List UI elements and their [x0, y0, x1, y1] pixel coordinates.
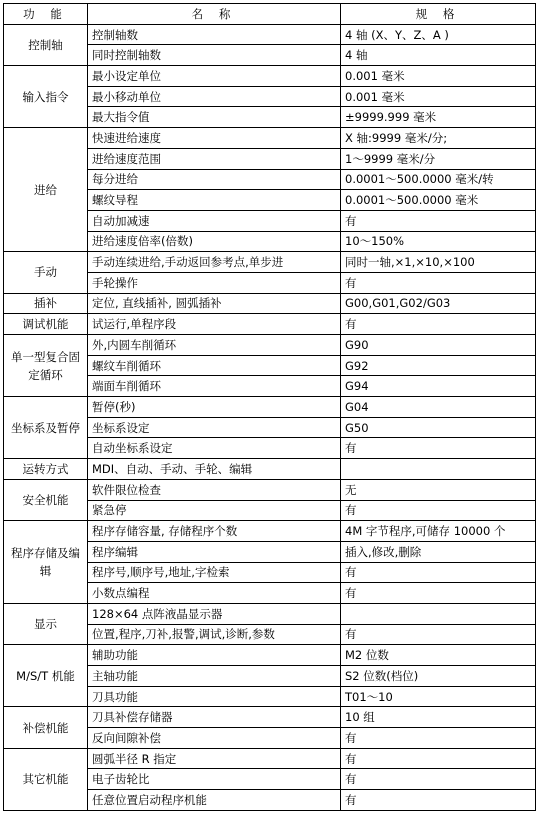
spec-cell: 有	[341, 748, 536, 769]
spec-cell: 有	[341, 769, 536, 790]
name-cell: 端面车削循环	[88, 376, 341, 397]
name-cell: 主轴功能	[88, 666, 341, 687]
spec-cell: 有	[341, 583, 536, 604]
spec-cell: 10～150%	[341, 231, 536, 252]
spec-cell: G90	[341, 335, 536, 356]
function-cell: 控制轴	[4, 24, 88, 65]
name-cell: 刀具功能	[88, 686, 341, 707]
name-cell: 任意位置启动程序机能	[88, 790, 341, 811]
spec-cell: 0.0001～500.0000 毫米	[341, 190, 536, 211]
name-cell: 刀具补偿存储器	[88, 707, 341, 728]
spec-cell: 0.0001～500.0000 毫米/转	[341, 169, 536, 190]
spec-cell: 1～9999 毫米/分	[341, 148, 536, 169]
spec-cell: 有	[341, 500, 536, 521]
name-cell: 手动连续进给,手动返回参考点,单步进	[88, 252, 341, 273]
function-cell: 运转方式	[4, 459, 88, 480]
table-row	[4, 521, 536, 542]
name-cell: 每分进给	[88, 169, 341, 190]
spec-cell: ±9999.999 毫米	[341, 107, 536, 128]
name-cell: 手轮操作	[88, 272, 341, 293]
spec-cell: 有	[341, 790, 536, 811]
spec-cell: 无	[341, 479, 536, 500]
spec-cell: X 轴:9999 毫米/分;	[341, 128, 536, 149]
function-cell: 其它机能	[4, 748, 88, 810]
table-row	[4, 335, 536, 356]
spec-cell: 10 组	[341, 707, 536, 728]
spec-cell: 有	[341, 728, 536, 749]
header-name: 名 称	[88, 4, 341, 25]
spec-cell: 0.001 毫米	[341, 66, 536, 87]
table-row	[4, 748, 536, 769]
table-row	[4, 459, 536, 480]
table-row	[4, 479, 536, 500]
spec-cell: G50	[341, 417, 536, 438]
spec-cell: 4 轴 (X、Y、Z、A )	[341, 24, 536, 45]
name-cell: 快速进给速度	[88, 128, 341, 149]
spec-cell: G94	[341, 376, 536, 397]
spec-cell: 有	[341, 272, 536, 293]
header-row	[4, 4, 536, 25]
name-cell: 小数点编程	[88, 583, 341, 604]
name-cell: 程序编辑	[88, 541, 341, 562]
name-cell: 圆弧半径 R 指定	[88, 748, 341, 769]
name-cell: 程序存储容量, 存储程序个数	[88, 521, 341, 542]
name-cell: 最大指令值	[88, 107, 341, 128]
table-row	[4, 707, 536, 728]
name-cell: 自动坐标系设定	[88, 438, 341, 459]
name-cell: 螺纹车削循环	[88, 355, 341, 376]
spec-cell: M2 位数	[341, 645, 536, 666]
function-cell: 安全机能	[4, 479, 88, 520]
name-cell: 最小设定单位	[88, 66, 341, 87]
table-row	[4, 397, 536, 418]
spec-cell: G00,G01,G02/G03	[341, 293, 536, 314]
function-cell: 进给	[4, 128, 88, 252]
spec-cell: 有	[341, 210, 536, 231]
spec-cell: T01～10	[341, 686, 536, 707]
table-row	[4, 603, 536, 624]
table-row	[4, 128, 536, 149]
function-cell: 插补	[4, 293, 88, 314]
function-cell: 调试机能	[4, 314, 88, 335]
function-cell: 手动	[4, 252, 88, 293]
function-cell: 补偿机能	[4, 707, 88, 748]
spec-cell: 有	[341, 314, 536, 335]
spec-cell: 有	[341, 562, 536, 583]
function-cell: M/S/T 机能	[4, 645, 88, 707]
table-row	[4, 24, 536, 45]
name-cell: 进给速度倍率(倍数)	[88, 231, 341, 252]
name-cell: 紧急停	[88, 500, 341, 521]
function-cell: 单一型复合固定循环	[4, 335, 88, 397]
spec-cell: 0.001 毫米	[341, 86, 536, 107]
name-cell: 电子齿轮比	[88, 769, 341, 790]
name-cell: 软件限位检查	[88, 479, 341, 500]
spec-cell: 有	[341, 624, 536, 645]
table-row	[4, 314, 536, 335]
table-row	[4, 66, 536, 87]
spec-cell: 插入,修改,删除	[341, 541, 536, 562]
name-cell: 进给速度范围	[88, 148, 341, 169]
table-row	[4, 293, 536, 314]
spec-cell: 有	[341, 438, 536, 459]
function-cell: 程序存储及编辑	[4, 521, 88, 604]
spec-cell	[341, 459, 536, 480]
spec-table	[3, 3, 536, 811]
name-cell: 自动加减速	[88, 210, 341, 231]
spec-cell: G92	[341, 355, 536, 376]
name-cell: 同时控制轴数	[88, 45, 341, 66]
name-cell: 外,内圆车削循环	[88, 335, 341, 356]
function-cell: 坐标系及暂停	[4, 397, 88, 459]
spec-cell: 同时一轴,×1,×10,×100	[341, 252, 536, 273]
name-cell: MDI、自动、手动、手轮、编辑	[88, 459, 341, 480]
name-cell: 反向间隙补偿	[88, 728, 341, 749]
name-cell: 螺纹导程	[88, 190, 341, 211]
header-spec: 规 格	[341, 4, 536, 25]
spec-cell: 4M 字节程序,可储存 10000 个	[341, 521, 536, 542]
table-row	[4, 645, 536, 666]
name-cell: 坐标系设定	[88, 417, 341, 438]
function-cell: 显示	[4, 603, 88, 644]
name-cell: 128×64 点阵液晶显示器	[88, 603, 341, 624]
spec-cell: 4 轴	[341, 45, 536, 66]
table-row	[4, 252, 536, 273]
name-cell: 程序号,顺序号,地址,字检索	[88, 562, 341, 583]
function-cell: 输入指令	[4, 66, 88, 128]
name-cell: 控制轴数	[88, 24, 341, 45]
name-cell: 暂停(秒)	[88, 397, 341, 418]
name-cell: 最小移动单位	[88, 86, 341, 107]
header-function: 功 能	[4, 4, 88, 25]
name-cell: 辅助功能	[88, 645, 341, 666]
spec-cell: G04	[341, 397, 536, 418]
table-body	[4, 24, 536, 810]
spec-cell	[341, 603, 536, 624]
name-cell: 位置,程序,刀补,报警,调试,诊断,参数	[88, 624, 341, 645]
name-cell: 定位, 直线插补, 圆弧插补	[88, 293, 341, 314]
spec-cell: S2 位数(档位)	[341, 666, 536, 687]
name-cell: 试运行,单程序段	[88, 314, 341, 335]
